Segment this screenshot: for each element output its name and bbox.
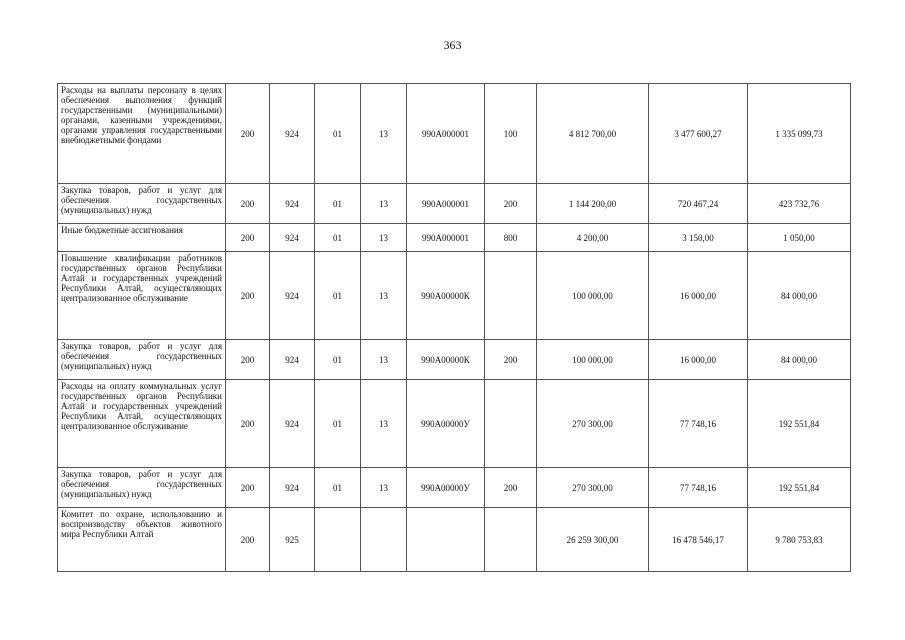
- row-description: Повышение квалификации работников государственных органов Республики Алтай и государственных учреждений Республики Алтай, осуществляющих централизованное обслуживание: [58, 252, 226, 340]
- cell-target-article: 990А00000К: [407, 252, 485, 340]
- cell-section: 01: [315, 468, 361, 508]
- cell-subsection: [361, 508, 407, 572]
- cell-amount-plan: 100 000,00: [537, 340, 649, 380]
- cell-amount-executed: 77 748,16: [649, 468, 748, 508]
- cell-section: 01: [315, 380, 361, 468]
- cell-section: [315, 508, 361, 572]
- table-row: [58, 184, 851, 224]
- cell-ministry-code: 924: [270, 468, 315, 508]
- cell-subsection: 13: [361, 340, 407, 380]
- cell-amount-plan: 100 000,00: [537, 252, 649, 340]
- row-description: Закупка товаров, работ и услуг для обеспечения государственных (муниципальных) нужд: [58, 468, 226, 508]
- cell-amount-plan: 270 300,00: [537, 380, 649, 468]
- cell-amount-remaining: 84 000,00: [748, 340, 851, 380]
- cell-code-1: 200: [226, 380, 270, 468]
- cell-subsection: 13: [361, 380, 407, 468]
- cell-expense-type: [485, 380, 537, 468]
- cell-amount-executed: 16 000,00: [649, 252, 748, 340]
- cell-amount-remaining: 423 732,76: [748, 184, 851, 224]
- cell-code-1: 200: [226, 340, 270, 380]
- cell-subsection: 13: [361, 252, 407, 340]
- table-row: [58, 508, 851, 572]
- cell-expense-type: [485, 508, 537, 572]
- cell-ministry-code: 924: [270, 184, 315, 224]
- cell-code-1: 200: [226, 508, 270, 572]
- cell-ministry-code: 924: [270, 380, 315, 468]
- cell-amount-remaining: 192 551,84: [748, 380, 851, 468]
- cell-amount-plan: 4 812 700,00: [537, 84, 649, 184]
- cell-subsection: 13: [361, 184, 407, 224]
- row-description: Закупка товаров, работ и услуг для обеспечения государственных (муниципальных) нужд: [58, 340, 226, 380]
- row-description: Закупка товаров, работ и услуг для обеспечения государственных (муниципальных) нужд: [58, 184, 226, 224]
- cell-subsection: 13: [361, 84, 407, 184]
- table-row: [58, 224, 851, 252]
- cell-code-1: 200: [226, 184, 270, 224]
- cell-code-1: 200: [226, 252, 270, 340]
- cell-expense-type: 200: [485, 340, 537, 380]
- row-description: Расходы на выплаты персоналу в целях обеспечения выполнения функций государственными (муниципальными) органами, казенными учреждениями, органами управления государственными внебюджетными фондами: [58, 84, 226, 184]
- table-row: [58, 84, 851, 184]
- cell-ministry-code: 924: [270, 224, 315, 252]
- cell-ministry-code: 925: [270, 508, 315, 572]
- cell-section: 01: [315, 84, 361, 184]
- cell-amount-plan: 4 200,00: [537, 224, 649, 252]
- cell-code-1: 200: [226, 84, 270, 184]
- cell-subsection: 13: [361, 224, 407, 252]
- row-description: Иные бюджетные ассигнования: [58, 224, 226, 252]
- cell-target-article: 990А000001: [407, 224, 485, 252]
- cell-target-article: 990А000001: [407, 184, 485, 224]
- cell-amount-executed: 3 477 600,27: [649, 84, 748, 184]
- cell-amount-remaining: 84 000,00: [748, 252, 851, 340]
- cell-amount-remaining: 9 780 753,83: [748, 508, 851, 572]
- cell-target-article: 990А000001: [407, 84, 485, 184]
- cell-amount-remaining: 1 335 099,73: [748, 84, 851, 184]
- cell-target-article: 990А00000К: [407, 340, 485, 380]
- cell-expense-type: 800: [485, 224, 537, 252]
- cell-ministry-code: 924: [270, 340, 315, 380]
- cell-section: 01: [315, 252, 361, 340]
- cell-amount-executed: 16 000,00: [649, 340, 748, 380]
- cell-subsection: 13: [361, 468, 407, 508]
- cell-expense-type: 100: [485, 84, 537, 184]
- cell-code-1: 200: [226, 468, 270, 508]
- cell-ministry-code: 924: [270, 84, 315, 184]
- cell-target-article: 990А00000У: [407, 468, 485, 508]
- cell-expense-type: 200: [485, 184, 537, 224]
- cell-section: 01: [315, 224, 361, 252]
- cell-amount-executed: 77 748,16: [649, 380, 748, 468]
- cell-amount-executed: 3 150,00: [649, 224, 748, 252]
- cell-expense-type: 200: [485, 468, 537, 508]
- cell-section: 01: [315, 184, 361, 224]
- cell-amount-plan: 26 259 300,00: [537, 508, 649, 572]
- cell-amount-executed: 16 478 546,17: [649, 508, 748, 572]
- cell-ministry-code: 924: [270, 252, 315, 340]
- cell-amount-remaining: 1 050,00: [748, 224, 851, 252]
- cell-amount-plan: 1 144 200,00: [537, 184, 649, 224]
- table-row: [58, 252, 851, 340]
- row-description: Комитет по охране, использованию и воспроизводству объектов животного мира Республики Алтай: [58, 508, 226, 572]
- page-number: 363: [443, 38, 462, 52]
- cell-target-article: [407, 508, 485, 572]
- table-row: [58, 468, 851, 508]
- cell-code-1: 200: [226, 224, 270, 252]
- table-row: [58, 380, 851, 468]
- row-description: Расходы на оплату коммунальных услуг государственных органов Республики Алтай и государственных учреждений Республики Алтай, осуществляющих централизованное обслуживание: [58, 380, 226, 468]
- cell-amount-plan: 270 300,00: [537, 468, 649, 508]
- cell-expense-type: [485, 252, 537, 340]
- cell-amount-remaining: 192 551,84: [748, 468, 851, 508]
- table-row: [58, 340, 851, 380]
- cell-section: 01: [315, 340, 361, 380]
- cell-amount-executed: 720 467,24: [649, 184, 748, 224]
- cell-target-article: 990А00000У: [407, 380, 485, 468]
- budget-table: [57, 83, 851, 572]
